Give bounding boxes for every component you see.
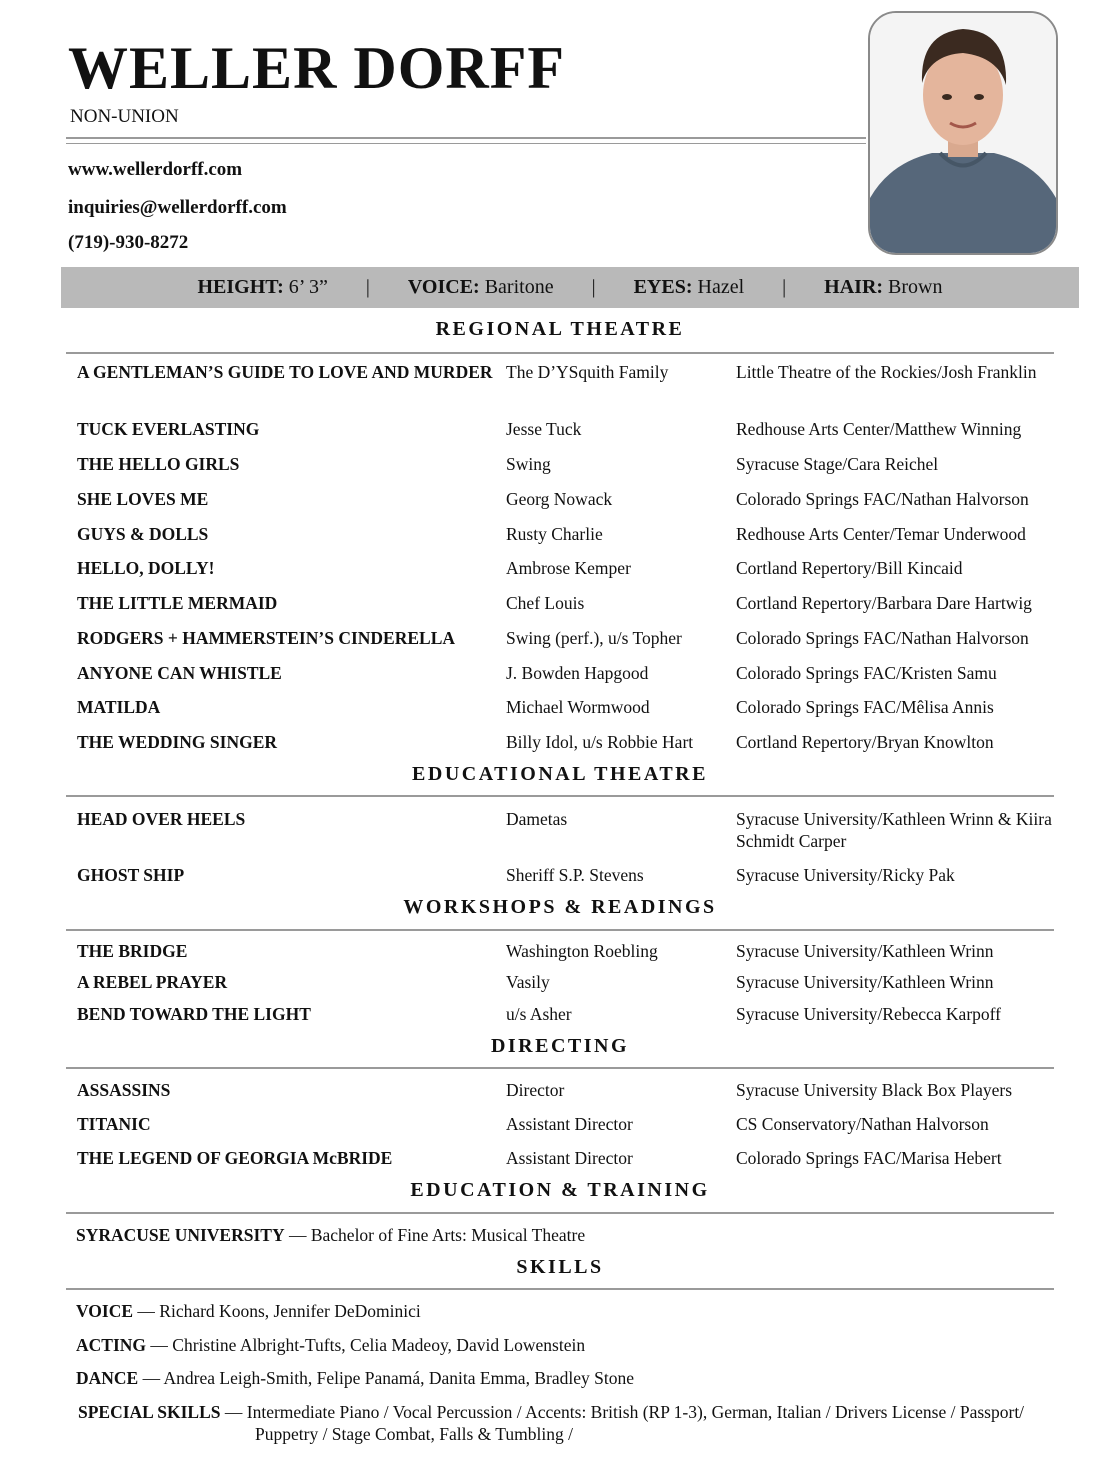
role: Rusty Charlie bbox=[506, 524, 603, 544]
venue-director: Cortland Repertory/Barbara Dare Hartwig bbox=[736, 593, 1032, 613]
venue-director: Colorado Springs FAC/Mêlisa Annis bbox=[736, 697, 994, 717]
show-title: MATILDA bbox=[77, 697, 161, 717]
show-title: HEAD OVER HEELS bbox=[77, 809, 246, 829]
section-educational-theatre bbox=[66, 763, 1054, 885]
role: Sheriff S.P. Stevens bbox=[506, 865, 644, 885]
role: J. Bowden Hapgood bbox=[506, 663, 649, 683]
show-title: THE HELLO GIRLS bbox=[77, 454, 240, 474]
section-rule bbox=[66, 352, 1054, 354]
role: Swing bbox=[506, 454, 551, 474]
section-title: WORKSHOPS & READINGS bbox=[403, 896, 717, 918]
stat-separator: | bbox=[782, 276, 787, 298]
section-title: SKILLS bbox=[516, 1256, 604, 1278]
role: Ambrose Kemper bbox=[506, 558, 631, 578]
section-skills bbox=[66, 1256, 1054, 1279]
headshot-photo bbox=[868, 11, 1058, 255]
show-title: GHOST SHIP bbox=[77, 865, 185, 885]
skill-acting: ACTING — Christine Albright-Tufts, Celia Madeoy, David Lowenstein bbox=[76, 1335, 586, 1355]
role: u/s Asher bbox=[506, 1004, 572, 1024]
special-skills-line2: Puppetry / Stage Combat, Falls & Tumbling / bbox=[255, 1424, 573, 1444]
stat-separator: | bbox=[365, 276, 370, 298]
section-education-training bbox=[66, 1179, 1054, 1202]
show-title: SHE LOVES ME bbox=[77, 489, 209, 509]
stats-bar bbox=[61, 267, 1079, 308]
section-rule bbox=[66, 1212, 1054, 1214]
show-title: THE WEDDING SINGER bbox=[77, 732, 278, 752]
venue-director: Colorado Springs FAC/Nathan Halvorson bbox=[736, 489, 1029, 509]
section-title: REGIONAL THEATRE bbox=[435, 318, 685, 340]
union-status: NON-UNION bbox=[70, 106, 179, 127]
section-rule bbox=[66, 795, 1054, 797]
role: Michael Wormwood bbox=[506, 697, 650, 717]
venue-director: Syracuse University/Kathleen Wrinn & Kiira Schmidt Carper bbox=[736, 809, 1052, 851]
role: Swing (perf.), u/s Topher bbox=[506, 628, 682, 648]
section-title: EDUCATIONAL THEATRE bbox=[412, 763, 708, 785]
section-workshops-readings bbox=[66, 896, 1054, 1024]
section-directing bbox=[66, 1035, 1054, 1168]
email-link[interactable]: inquiries@wellerdorff.com bbox=[68, 197, 287, 218]
special-skills-line1: Intermediate Piano / Vocal Percussion / Accents: British (RP 1-3), German, Italian / Drivers License / Passport/ bbox=[246, 1402, 1025, 1422]
stat-voice: VOICE: Baritone bbox=[407, 276, 554, 298]
venue-director: Cortland Repertory/Bryan Knowlton bbox=[736, 732, 994, 752]
stat-height: HEIGHT: 6’ 3” bbox=[197, 276, 328, 298]
stat-hair: HAIR: Brown bbox=[824, 276, 943, 298]
show-title: ANYONE CAN WHISTLE bbox=[77, 663, 282, 683]
role: Georg Nowack bbox=[506, 489, 613, 509]
role: Vasily bbox=[506, 972, 550, 992]
show-title: TITANIC bbox=[77, 1114, 151, 1134]
stat-eyes: EYES: Hazel bbox=[633, 276, 745, 298]
show-title: HELLO, DOLLY! bbox=[77, 558, 215, 578]
skill-special: SPECIAL SKILLS — Intermediate Piano / Vocal Percussion / Accents: British (RP 1-3), German, Italian / Drivers License / Passport/ bbox=[78, 1402, 1025, 1422]
venue-director: Syracuse Stage/Cara Reichel bbox=[736, 454, 939, 474]
venue-director: Colorado Springs FAC/Kristen Samu bbox=[736, 663, 997, 683]
venue-director: Cortland Repertory/Bill Kincaid bbox=[736, 558, 963, 578]
venue-director: Redhouse Arts Center/Matthew Winning bbox=[736, 419, 1022, 439]
venue-director: CS Conservatory/Nathan Halvorson bbox=[736, 1114, 989, 1134]
website-link[interactable]: www.wellerdorff.com bbox=[68, 159, 243, 180]
venue-director: Redhouse Arts Center/Temar Underwood bbox=[736, 524, 1026, 544]
role: Dametas bbox=[506, 809, 568, 829]
show-title: A REBEL PRAYER bbox=[77, 972, 228, 992]
actor-name: WELLER DORFF bbox=[68, 35, 566, 101]
role: Director bbox=[506, 1080, 565, 1100]
show-title: A GENTLEMAN’S GUIDE TO LOVE AND MURDER bbox=[77, 362, 493, 382]
role: Billy Idol, u/s Robbie Hart bbox=[506, 732, 694, 752]
show-title: ASSASSINS bbox=[77, 1080, 171, 1100]
skill-voice: VOICE — Richard Koons, Jennifer DeDominici bbox=[76, 1301, 421, 1321]
phone-number: (719)-930-8272 bbox=[68, 232, 189, 253]
role: Jesse Tuck bbox=[506, 419, 582, 439]
section-rule bbox=[66, 1288, 1054, 1290]
show-title: THE LITTLE MERMAID bbox=[77, 593, 278, 613]
show-title: THE LEGEND OF GEORGIA McBRIDE bbox=[77, 1148, 393, 1168]
role: Washington Roebling bbox=[506, 941, 658, 961]
show-title: BEND TOWARD THE LIGHT bbox=[77, 1004, 311, 1024]
section-rule bbox=[66, 929, 1054, 931]
role: The D’YSquith Family bbox=[506, 362, 669, 382]
role: Assistant Director bbox=[506, 1114, 633, 1134]
stat-separator: | bbox=[591, 276, 596, 298]
section-rule bbox=[66, 1067, 1054, 1069]
role: Assistant Director bbox=[506, 1148, 633, 1168]
role: Chef Louis bbox=[506, 593, 585, 613]
show-title: RODGERS + HAMMERSTEIN’S CINDERELLA bbox=[77, 628, 456, 648]
show-title: GUYS & DOLLS bbox=[77, 524, 209, 544]
venue-director: Little Theatre of the Rockies/Josh Franklin bbox=[736, 362, 1037, 382]
skill-dance: DANCE — Andrea Leigh-Smith, Felipe Panamá, Danita Emma, Bradley Stone bbox=[76, 1368, 634, 1388]
venue-director: Syracuse University/Kathleen Wrinn bbox=[736, 972, 994, 992]
show-title: THE BRIDGE bbox=[77, 941, 188, 961]
venue-director: Syracuse University/Rebecca Karpoff bbox=[736, 1004, 1001, 1024]
show-title: TUCK EVERLASTING bbox=[77, 419, 260, 439]
venue-director: Syracuse University Black Box Players bbox=[736, 1080, 1013, 1100]
section-title: DIRECTING bbox=[490, 1035, 630, 1057]
section-title: EDUCATION & TRAINING bbox=[410, 1179, 710, 1201]
venue-director: Syracuse University/Ricky Pak bbox=[736, 865, 955, 885]
education-entry: SYRACUSE UNIVERSITY — Bachelor of Fine Arts: Musical Theatre bbox=[76, 1225, 586, 1245]
header-rule bbox=[66, 137, 866, 144]
venue-director: Colorado Springs FAC/Marisa Hebert bbox=[736, 1148, 1002, 1168]
section-regional-theatre bbox=[66, 318, 1054, 752]
venue-director: Colorado Springs FAC/Nathan Halvorson bbox=[736, 628, 1029, 648]
venue-director: Syracuse University/Kathleen Wrinn bbox=[736, 941, 994, 961]
